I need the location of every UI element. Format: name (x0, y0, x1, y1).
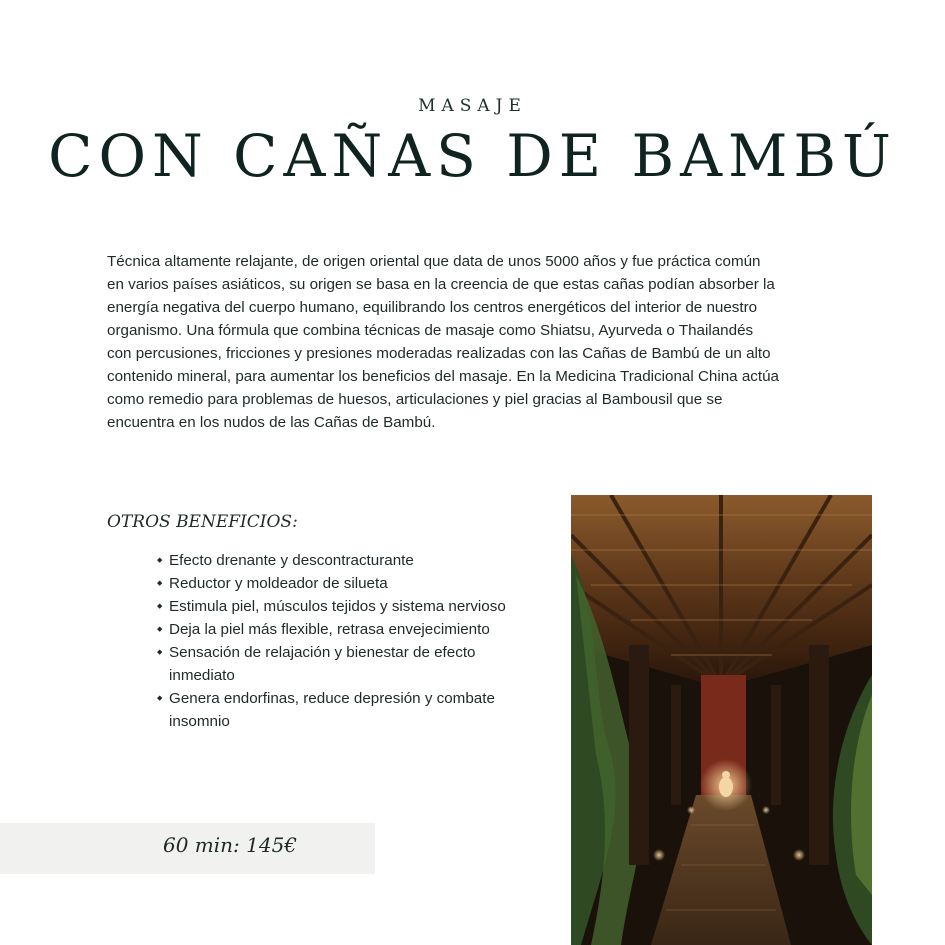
benefit-item: ◆ Estimula piel, músculos tejidos y sistema nervioso (157, 595, 537, 618)
benefit-item: ◆ Genera endorfinas, reduce depresión y combate insomnio (157, 687, 537, 733)
benefits-list (157, 549, 537, 733)
spa-corridor-photo (571, 495, 872, 945)
description-paragraph: Técnica altamente relajante, de origen oriental que data de unos 5000 años y fue práctica común en varios países asiáticos, su origen se basa en la creencia de que estas cañas podían absorber la energía negativa del cuerpo humano, equilibrando los centros energéticos del interior de nuestro organismo. Una fórmula que combina técnicas de masaje como Shiatsu, Ayurveda o Thailandés con percusiones, fricciones y presiones moderadas realizadas con las Cañas de Bambú de un alto contenido mineral, para aumentar los beneficios del masaje. En la Medicina Tradicional China actúa como remedio para problemas de huesos, articulaciones y piel gracias al Bambousil que se encuentra en los nudos de las Cañas de Bambú. (107, 253, 780, 431)
benefit-item: ◆ Deja la piel más flexible, retrasa envejecimiento (157, 618, 537, 641)
page-kicker: MASAJE (418, 96, 527, 116)
benefit-item: ◆ Reductor y moldeador de silueta (157, 572, 537, 595)
benefits-heading: OTROS BENEFICIOS: (107, 512, 298, 532)
benefit-item: ◆ Sensación de relajación y bienestar de efecto inmediato (157, 641, 537, 687)
benefit-item: ◆ Efecto drenante y descontracturante (157, 549, 537, 572)
price-label: 60 min: 145€ (162, 833, 298, 857)
page-title: CON CAÑAS DE BAMBÚ (48, 122, 897, 190)
